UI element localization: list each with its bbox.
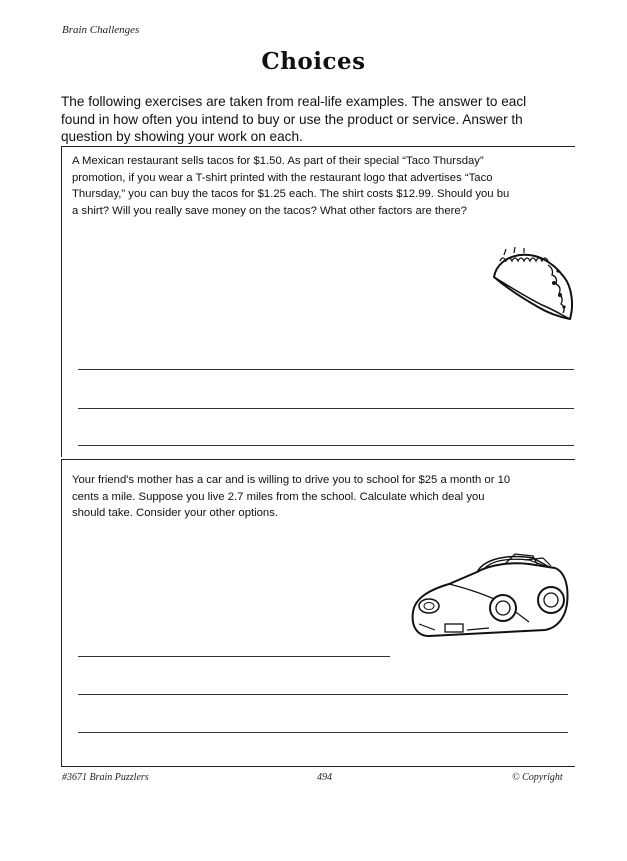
answer-line	[78, 656, 390, 657]
question-line: Thursday,” you can buy the tacos for $1.25 each. The shirt costs $12.99. Should you bu	[72, 188, 510, 200]
question-2-text	[72, 472, 574, 522]
intro-line: question by showing your work on each.	[61, 129, 303, 144]
question-box-1	[61, 146, 575, 457]
question-line: A Mexican restaurant sells tacos for $1.50. As part of their special “Taco Thursday”	[72, 155, 484, 167]
taco-icon	[490, 247, 576, 329]
answer-line	[78, 408, 574, 409]
answer-line	[78, 732, 568, 733]
answer-line	[78, 694, 568, 695]
question-line: cents a mile. Suppose you live 2.7 miles from the school. Calculate which deal you	[72, 490, 485, 503]
footer-copyright: © Copyright	[512, 772, 563, 783]
question-box-2	[61, 459, 575, 767]
question-line: should take. Consider your other options.	[72, 507, 278, 519]
intro-line: found in how often you intend to buy or use the product or service. Answer th	[61, 111, 523, 127]
question-line: promotion, if you wear a T-shirt printed with the restaurant logo that advertises “Taco	[72, 171, 493, 184]
intro-paragraph	[61, 93, 581, 146]
series-header: Brain Challenges	[62, 24, 140, 36]
car-icon	[405, 550, 575, 658]
intro-line: The following exercises are taken from real-life examples. The answer to eacl	[61, 94, 527, 109]
answer-line	[78, 369, 574, 370]
footer-catalog: #3671 Brain Puzzlers	[62, 772, 149, 783]
question-line: a shirt? Will you really save money on the tacos? What other factors are there?	[72, 204, 467, 217]
answer-line	[78, 445, 574, 446]
question-line: Your friend's mother has a car and is willing to drive you to school for $25 a month or 10	[72, 474, 511, 486]
footer-page-number: 494	[317, 772, 332, 783]
question-1-text	[72, 153, 574, 219]
page-title: Choices	[261, 48, 366, 75]
